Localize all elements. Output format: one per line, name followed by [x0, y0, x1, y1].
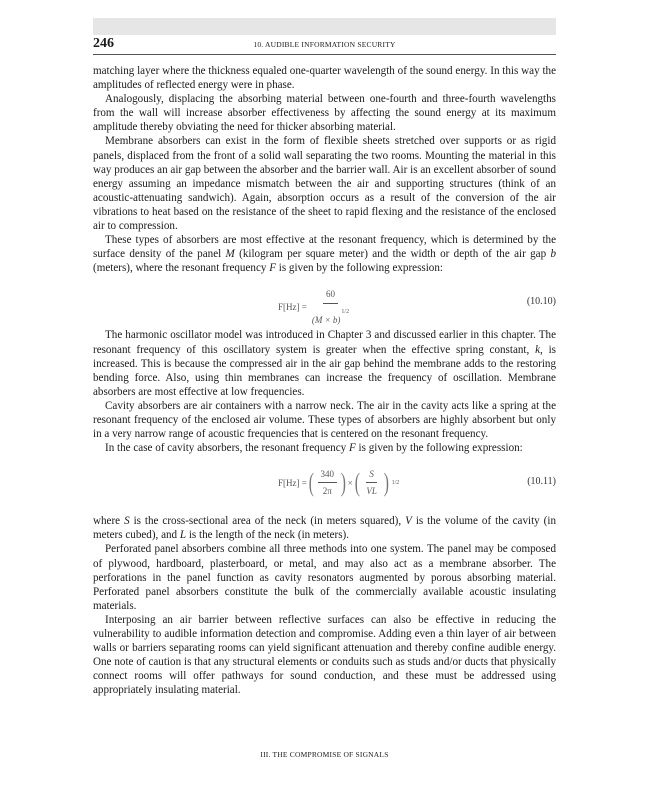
fraction	[309, 287, 352, 326]
text-span: is given by the following expression:	[275, 262, 443, 275]
variable-S: S	[124, 515, 130, 528]
denominator-expression: (M × b)	[311, 314, 341, 325]
fraction-numerator: S	[366, 467, 377, 483]
equation-number: (10.10)	[526, 296, 556, 308]
times-sign: ×	[347, 477, 353, 488]
equation-lhs: F[Hz] =	[278, 301, 307, 312]
paragraph-5	[93, 328, 556, 398]
fraction	[363, 467, 380, 498]
variable-L: L	[179, 529, 187, 542]
running-head: 10. AUDIBLE INFORMATION SECURITY	[253, 40, 396, 49]
text-span: is given by the following expression:	[355, 442, 523, 455]
exponent: 1/2	[341, 308, 350, 315]
paragraph-10: Interposing an air barrier between reflective surfaces can also be effective in reducing the vulnerability to audible information detection and compromise. Adding even a thin layer of air between walls or barriers separating rooms can yield significant attenuation and thereby confine audible energy. One note of caution is that any structural elements or conduits such as studs and/or ducts that physically connect rooms will offer pathways for sound conduction, and these must be addressed using appropriately insulating material.	[93, 613, 556, 697]
paragraph-1: matching layer where the thickness equaled one-quarter wavelength of the sound energy. In this way the amplitudes of reflected energy were in phase.	[93, 65, 556, 92]
page-number: 246	[93, 36, 114, 51]
paragraph-7	[93, 441, 556, 455]
variable-F: F	[348, 442, 356, 455]
paragraph-2: Analogously, displacing the absorbing material between one-fourth and three-fourth wavelengths from the wall will increase absorber effectiveness by affecting the sound energy at its maximum amplitude thereby obviating the need for thicker absorbing material.	[93, 93, 556, 134]
exponent: 1/2	[391, 479, 400, 486]
left-paren: (	[308, 467, 314, 497]
variable-k: k	[535, 343, 541, 356]
text-span: In the case of cavity absorbers, the resonant frequency	[105, 442, 349, 455]
fraction-denominator: VL	[366, 486, 377, 497]
text-span: is the length of the neck (in meters).	[186, 529, 350, 542]
top-gray-bar	[93, 18, 556, 35]
paragraph-8	[93, 514, 556, 542]
paragraph-6: Cavity absorbers are air containers with a narrow neck. The air in the cavity acts like a spring at the resonant frequency of the enclosed air volume. These types of absorbers are highly absorbent but only in a very narrow range of acoustic frequencies that is centered on the resonant frequency.	[93, 399, 556, 441]
text-span: These types of absorbers are most effective at the resonant frequency, which is determined by the surface density of the panel	[93, 234, 556, 261]
right-paren: )	[383, 467, 389, 497]
text-span: (meters), where the resonant frequency	[93, 262, 270, 275]
paragraph-4	[93, 233, 556, 275]
equation-body	[278, 287, 354, 326]
variable-F: F	[269, 262, 276, 275]
page-body	[93, 64, 556, 697]
text-span: where	[93, 515, 125, 528]
equation-10-10	[93, 279, 556, 323]
fraction-numerator: 60	[323, 287, 338, 303]
page-footer: III. THE COMPROMISE OF SIGNALS	[260, 750, 389, 759]
fraction	[318, 467, 338, 498]
text-span: is the volume of the cavity (in meters cubed), and	[93, 515, 557, 542]
equation-lhs: F[Hz] =	[278, 477, 307, 488]
paragraph-3: Membrane absorbers can exist in the form of flexible sheets stretched over supports or as rigid panels, displaced from the front of a solid wall separating the two rooms. Mounting the material in this way produces an air gap between the absorber and the barrier wall. Air is an excellent absorber of sound energy assuming an impedance mismatch between the air and supporting structures (think of an acoustic-attenuating sandwich). Again, absorption occurs as a result of the conversion of the air vibrations to heat based on the resistance of the sheet to rapid flexing and the resistance of the enclosed air to compression.	[93, 135, 556, 233]
fraction-denominator: 2π	[322, 486, 332, 497]
variable-V: V	[405, 515, 412, 528]
equation-10-11	[93, 459, 556, 509]
variable-M: M	[225, 248, 235, 261]
left-paren: (	[354, 467, 360, 497]
fraction-denominator	[309, 304, 352, 327]
equation-number: (10.11)	[527, 476, 556, 488]
text-span: The harmonic oscillator model was introduced in Chapter 3 and discussed earlier in this chapter. The resonant frequency of this oscillatory system is greater when the effective spring constant,	[93, 329, 556, 356]
fraction-numerator: 340	[318, 467, 338, 483]
text-span: , is increased. This is because the compressed air in the air gap behind the membrane adds to the restoring bending force. Also, using thin membranes can increase the frequency of oscillation. Membrane absorbers are most effective at low frequencies.	[93, 343, 556, 398]
right-paren: )	[340, 467, 346, 497]
text-span: (kilogram per square meter) and the width or depth of the air gap	[234, 248, 551, 261]
equation-body	[278, 467, 399, 498]
text-span: is the cross-sectional area of the neck (in meters squared),	[129, 515, 406, 528]
variable-b: b	[550, 248, 556, 261]
page-header	[93, 36, 556, 55]
paragraph-9: Perforated panel absorbers combine all three methods into one system. The panel may be composed of plywood, hardboard, plasterboard, or metal, and may also act as a membrane absorber. The perforations in the panel function as cavity resonators augmented by porous absorbing material. Perforated panel absorbers constitute the bulk of the commercially available acoustic insulating materials.	[93, 543, 556, 612]
